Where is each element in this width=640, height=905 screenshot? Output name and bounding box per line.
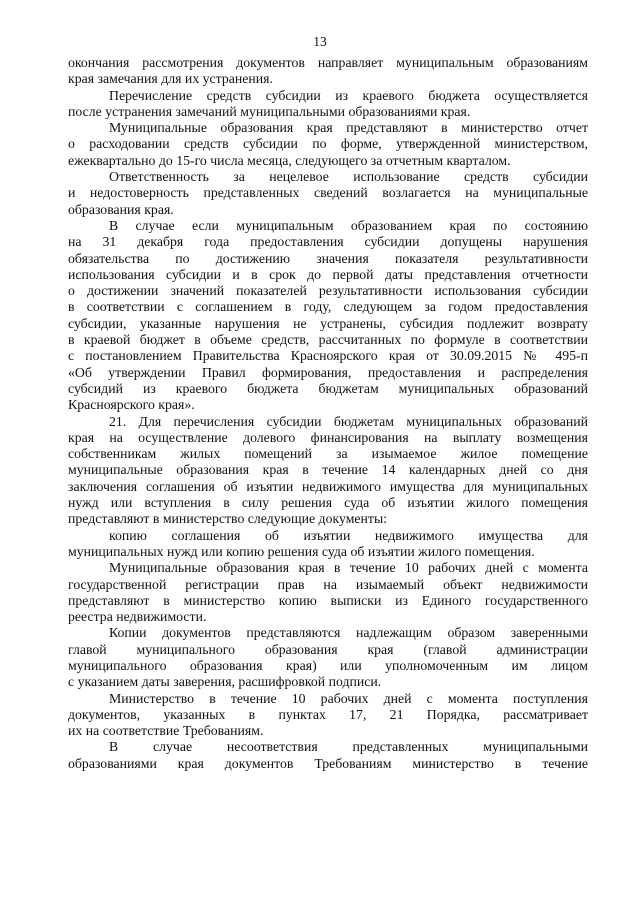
paragraph bbox=[68, 120, 588, 169]
text-line: о достижении значений показателей результативности использования субсидии bbox=[68, 283, 588, 299]
text-line: копию соглашения об изъятии недвижимого имущества для bbox=[109, 527, 588, 543]
text-line: нужд или вступления в силу решения суда об изъятии жилого помещения bbox=[68, 495, 588, 511]
text-line: заключения соглашения об изъятии недвижимого имущества для муниципальных bbox=[68, 478, 588, 494]
paragraph bbox=[68, 560, 588, 625]
text-line: В случае если муниципальным образованием края по состоянию bbox=[109, 217, 588, 233]
text-line: в соответствии с соглашением в году, следующем за годом предоставления bbox=[68, 299, 588, 315]
text-line: представляют в министерство следующие документы: bbox=[68, 511, 388, 527]
paragraph bbox=[68, 739, 588, 772]
text-line: муниципального образования края) или уполномоченным им лицом bbox=[68, 657, 588, 673]
paragraph bbox=[68, 218, 588, 414]
paragraph bbox=[68, 691, 588, 740]
text-line: Министерство в течение 10 рабочих дней с момента поступления bbox=[109, 690, 588, 706]
text-line: их на соответствие Требованиям. bbox=[68, 723, 264, 739]
text-line: обязательства по достижению значения показателя результативности bbox=[68, 250, 588, 266]
text-line: и недостоверность представленных сведений возлагается на муниципальные bbox=[68, 185, 588, 201]
text-line: с указанием даты заверения, расшифровкой подписи. bbox=[68, 674, 382, 690]
text-line: субсидии, указанные нарушения не устранены, субсидия подлежит возврату bbox=[68, 315, 588, 331]
text-line: образованиями края документов Требованиям министерство в течение bbox=[68, 755, 588, 771]
paragraph bbox=[68, 169, 588, 218]
paragraph bbox=[68, 55, 588, 88]
text-line: Копии документов представляются надлежащим образом заверенными bbox=[109, 625, 588, 641]
paragraph bbox=[68, 528, 588, 561]
text-line: 21. Для перечисления субсидии бюджетам муниципальных образований bbox=[109, 413, 588, 429]
text-line: Перечисление средств субсидии из краевого бюджета осуществляется bbox=[109, 87, 588, 103]
text-line: В случае несоответствия представленных муниципальными bbox=[109, 739, 588, 755]
page-number: 13 bbox=[313, 34, 327, 49]
text-line: на 31 декабря года предоставления субсидии допущены нарушения bbox=[68, 234, 588, 250]
paragraph bbox=[68, 88, 588, 121]
paragraph bbox=[68, 414, 588, 528]
text-line: образования края. bbox=[68, 201, 174, 217]
text-line: окончания рассмотрения документов направляет муниципальным образованиям bbox=[68, 55, 588, 70]
text-line: Муниципальные образования края в течение 10 рабочих дней с момента bbox=[109, 560, 588, 576]
text-line: Ответственность за нецелевое использование средств субсидии bbox=[109, 169, 588, 185]
text-line: Красноярского края». bbox=[68, 397, 195, 413]
text-line: «Об утверждении Правил формирования, предоставления и распределения bbox=[68, 364, 588, 380]
text-line: Муниципальные образования края представляют в министерство отчет bbox=[109, 120, 588, 136]
document-body bbox=[68, 55, 588, 772]
text-line: муниципальные образования края в течение 14 календарных дней со дня bbox=[68, 462, 588, 478]
text-line: главой муниципального образования края (главой администрации bbox=[68, 641, 588, 657]
paragraph bbox=[68, 625, 588, 690]
text-line: реестра недвижимости. bbox=[68, 609, 207, 625]
text-line: муниципальных нужд или копию решения суда об изъятии жилого помещения. bbox=[68, 543, 535, 559]
text-line: ежеквартально до 15-го числа месяца, следующего за отчетным кварталом. bbox=[68, 152, 511, 168]
text-line: документов, указанных в пунктах 17, 21 Порядка, рассматривает bbox=[68, 706, 588, 722]
text-line: использования субсидии и в срок до первой даты представления отчетности bbox=[68, 266, 588, 282]
text-line: с постановлением Правительства Красноярского края от 30.09.2015 № 495-п bbox=[68, 348, 588, 364]
text-line: о расходовании средств субсидии по форме, утвержденной министерством, bbox=[68, 136, 588, 152]
text-line: субсидий из краевого бюджета бюджетам муниципальных образований bbox=[68, 380, 588, 396]
text-line: края замечания для их устранения. bbox=[68, 71, 273, 87]
text-line: представляют в министерство копию выписки из Единого государственного bbox=[68, 592, 588, 608]
text-line: после устранения замечаний муниципальными образованиями края. bbox=[68, 103, 471, 119]
text-line: в краевой бюджет в объеме средств, рассчитанных по формуле в соответствии bbox=[68, 332, 588, 348]
text-line: края на осуществление долевого финансирования на выплату возмещения bbox=[68, 429, 588, 445]
text-line: государственной регистрации прав на изымаемый объект недвижимости bbox=[68, 576, 588, 592]
text-line: собственникам жилых помещений за изымаемое жилое помещение bbox=[68, 446, 588, 462]
